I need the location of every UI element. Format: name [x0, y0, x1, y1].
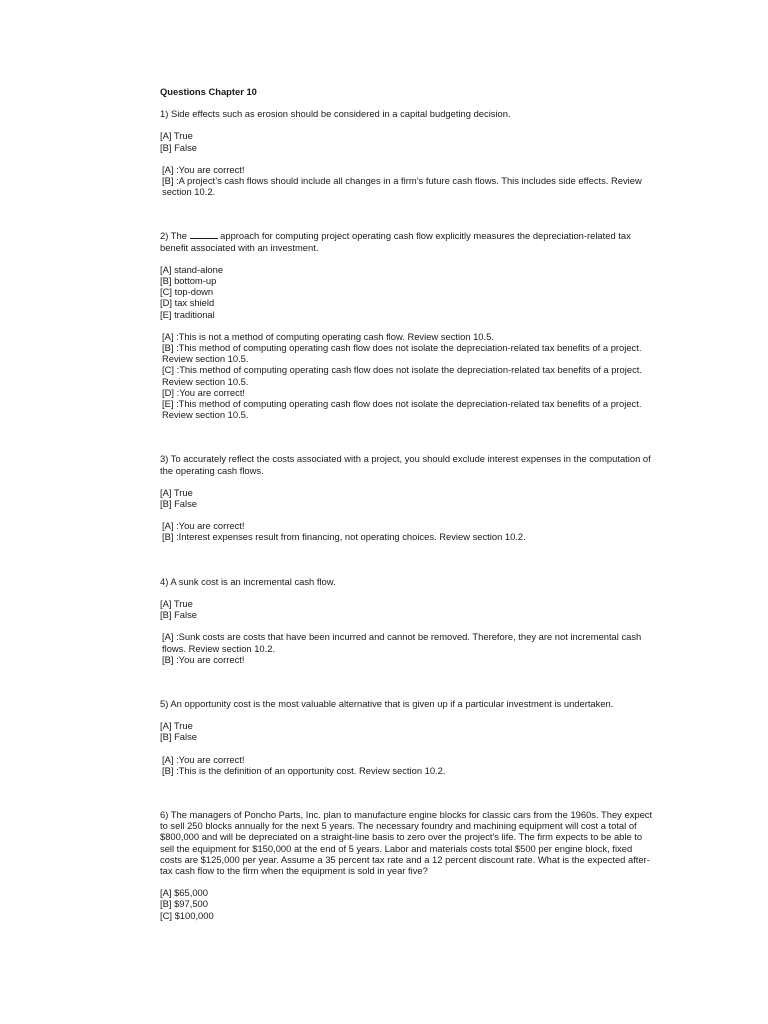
- feedback-line: [B] :Interest expenses result from financing, not operating choices. Review section 10.2.: [162, 531, 526, 543]
- question-1: [160, 108, 656, 197]
- answer-option: [A] True: [160, 130, 193, 142]
- question-text-end: approach for computing project operating cash flow explicitly measures the depreciation-related tax benefit associated with an investment.: [160, 230, 631, 253]
- answer-option: [B] False: [160, 731, 197, 743]
- question-text: 4) A sunk cost is an incremental cash flow.: [160, 575, 336, 587]
- answer-feedback: [160, 631, 656, 665]
- answer-option: [B] $97,500: [160, 898, 208, 910]
- answer-option: [A] $65,000: [160, 887, 208, 899]
- answer-options: [160, 487, 656, 509]
- feedback-line: [B] :This method of computing operating cash flow does not isolate the depreciation-related tax benefits of a project. Review section 10.5.: [162, 342, 642, 365]
- question-text: 1) Side effects such as erosion should be considered in a capital budgeting decision.: [160, 108, 511, 120]
- question-4: [160, 576, 656, 665]
- question-text: 5) An opportunity cost is the most valuable alternative that is given up if a particular investment is undertaken.: [160, 697, 614, 709]
- feedback-line: [E] :This method of computing operating cash flow does not isolate the depreciation-related tax benefits of a project. Review section 10.5.: [162, 398, 642, 421]
- question-text: [160, 230, 656, 252]
- question-text: 3) To accurately reflect the costs associated with a project, you should exclude interest expenses in the computation of the operating cash flows.: [160, 453, 651, 476]
- answer-option: [A] True: [160, 597, 193, 609]
- answer-option: [C] top-down: [160, 286, 214, 298]
- answer-feedback: [160, 331, 656, 421]
- answer-options: [160, 264, 656, 320]
- feedback-line: [D] :You are correct!: [162, 386, 246, 398]
- answer-feedback: [160, 164, 656, 198]
- fill-in-blank: [190, 230, 218, 239]
- answer-option: [B] False: [160, 141, 197, 153]
- answer-option: [D] tax shield: [160, 297, 215, 309]
- feedback-line: [A] :You are correct!: [162, 163, 245, 175]
- feedback-line: [A] :This is not a method of computing operating cash flow. Review section 10.5.: [162, 330, 494, 342]
- feedback-line: [A] :You are correct!: [162, 520, 245, 532]
- question-3: [160, 453, 656, 542]
- question-2: [160, 230, 656, 420]
- feedback-line: [A] :Sunk costs are costs that have been incurred and cannot be removed. Therefore, they are not incremental cash flows. Review section 10.2.: [162, 631, 642, 654]
- answer-option: [B] False: [160, 609, 197, 621]
- feedback-line: [C] :This method of computing operating cash flow does not isolate the depreciation-related tax benefits of a project. Review section 10.5.: [162, 364, 642, 387]
- feedback-line: [B] :This is the definition of an opportunity cost. Review section 10.2.: [162, 764, 446, 776]
- answer-option: [E] traditional: [160, 308, 215, 320]
- feedback-line: [B] :You are correct!: [162, 653, 245, 665]
- question-text: 6) The managers of Poncho Parts, Inc. plan to manufacture engine blocks for classic cars from the 1960s. They expect to sell 250 blocks annually for the next 5 years. The necessary foundry and machining equipment will cost a total of $800,000 and will be depreciated on a straight-line basis to zero over the project's life. The firm expects to be able to sell the equipment for $150,000 at the end of 5 years. Labor and materials costs total $500 per engine block, fixed costs are $125,000 per year. Assume a 35 percent tax rate and a 12 percent discount rate. What is the expected after-tax cash flow to the firm when the equipment is sold in year five?: [160, 808, 653, 876]
- question-6: [160, 809, 656, 921]
- answer-option: [A] stand-alone: [160, 263, 224, 275]
- answer-feedback: [160, 754, 656, 776]
- answer-options: [160, 720, 656, 742]
- answer-feedback: [160, 520, 656, 542]
- answer-option: [C] $100,000: [160, 909, 214, 921]
- question-text-start: 2) The: [160, 230, 187, 242]
- answer-options: [160, 598, 656, 620]
- question-5: [160, 698, 656, 776]
- answer-options: [160, 887, 656, 921]
- answer-option: [B] False: [160, 498, 197, 510]
- page-title: Questions Chapter 10: [160, 86, 257, 97]
- feedback-line: [A] :You are correct!: [162, 753, 245, 765]
- answer-option: [B] bottom-up: [160, 275, 217, 287]
- document-content: [160, 86, 656, 943]
- answer-option: [A] True: [160, 486, 193, 498]
- answer-options: [160, 130, 656, 152]
- answer-option: [A] True: [160, 720, 193, 732]
- feedback-line: [B] :A project’s cash flows should include all changes in a firm’s future cash flows. This includes side effects. Review section 10.2.: [162, 175, 642, 198]
